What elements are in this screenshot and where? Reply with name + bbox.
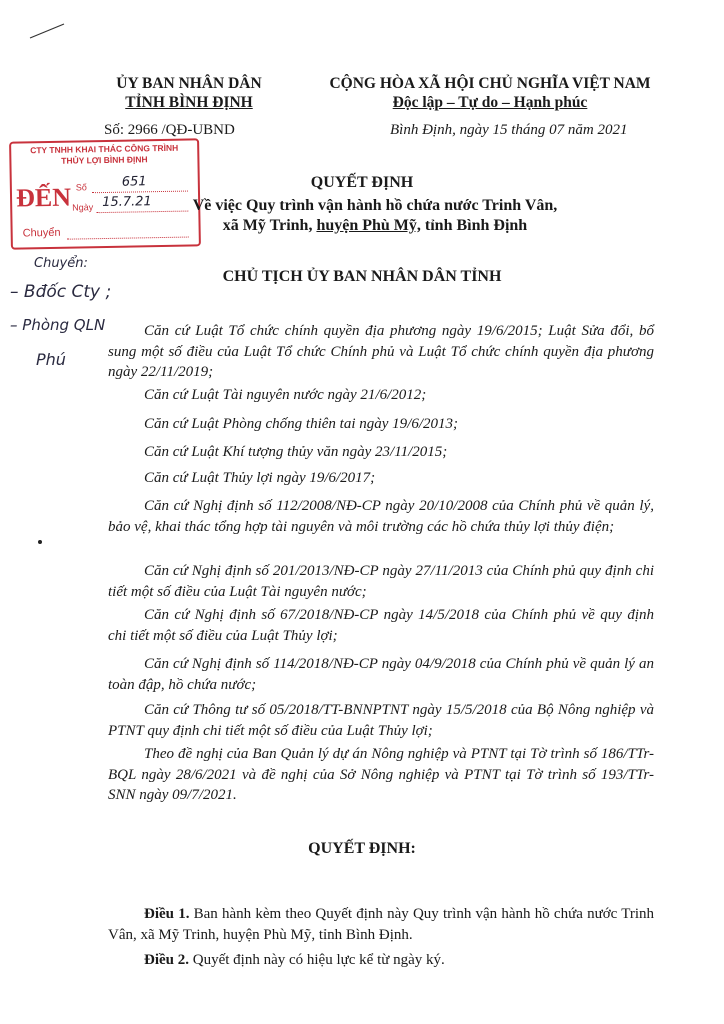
article-text: Quyết định này có hiệu lực kể từ ngày ký. xyxy=(189,952,445,968)
agency-header xyxy=(84,74,294,112)
stamp-org-line1: CTY TNHH KHAI THÁC CÔNG TRÌNH xyxy=(30,142,179,156)
handwritten-note: – Phòng QLN xyxy=(10,316,106,334)
stamp-org-line2: THỦY LỢI BÌNH ĐỊNH xyxy=(61,154,148,166)
stamp-so-label: Số xyxy=(75,182,87,193)
legal-basis: Căn cứ Nghị định số 112/2008/NĐ-CP ngày 20/10/2008 của Chính phủ về quản lý, bảo vệ, khai thác tổng hợp tài nguyên và môi trường các hồ chứa thủy lợi thủy điện; xyxy=(108,498,654,535)
stamp-ngay-label: Ngày xyxy=(72,202,94,213)
document-number: Số: 2966 /QĐ-UBND xyxy=(104,122,235,138)
stamp-chuyen-label: Chuyển xyxy=(22,226,61,240)
subject-line2 xyxy=(150,216,600,236)
place-date: Bình Định, ngày 15 tháng 07 năm 2021 xyxy=(390,122,628,138)
nation-header xyxy=(310,74,670,112)
legal-basis: Căn cứ Luật Thủy lợi ngày 19/6/2017; xyxy=(144,470,376,486)
handwritten-note: Phú xyxy=(36,350,66,369)
subject-line1: Về việc Quy trình vận hành hồ chứa nước Trinh Vân, xyxy=(192,197,558,214)
article-2 xyxy=(108,950,654,971)
document-title: QUYẾT ĐỊNH xyxy=(310,174,414,191)
agency-line2: TỈNH BÌNH ĐỊNH xyxy=(125,94,253,111)
handwritten-note: – Bđốc Cty ; xyxy=(10,282,112,302)
legal-basis: Căn cứ Luật Khí tượng thủy văn ngày 23/11/2015; xyxy=(144,444,448,460)
legal-basis: Căn cứ Luật Tài nguyên nước ngày 21/6/2012; xyxy=(144,387,427,403)
legal-basis: Căn cứ Nghị định số 201/2013/NĐ-CP ngày 27/11/2013 của Chính phủ quy định chi tiết một số điều của Luật Tài nguyên nước; xyxy=(108,563,654,600)
subject-part: tỉnh Bình Định xyxy=(420,217,528,234)
handwritten-note: Chuyển: xyxy=(34,256,88,271)
subject-part-underlined: huyện Phù Mỹ, xyxy=(316,217,421,234)
nation-line1: CỘNG HÒA XÃ HỘI CHỦ NGHĨA VIỆT NAM xyxy=(329,75,651,92)
legal-basis: Theo đề nghị của Ban Quản lý dự án Nông nghiệp và PTNT tại Tờ trình số 186/TTr-BQL ngày 28/6/2021 và đề nghị của Sở Nông nghiệp và PTNT tại Tờ trình số 193/TTr-SNN ngày 09/7/2021. xyxy=(108,746,654,803)
article-label: Điều 2. xyxy=(144,952,189,968)
legal-basis: Căn cứ Luật Tổ chức chính quyền địa phương ngày 19/6/2015; Luật Sửa đổi, bổ sung một số điều của Luật Tổ chức Chính phủ và Luật Tổ chức chính quyền địa phương ngày 22/11/2019; xyxy=(108,323,654,380)
article-1 xyxy=(108,904,654,945)
legal-basis: Căn cứ Luật Phòng chống thiên tai ngày 19/6/2013; xyxy=(144,416,458,432)
subject-part: xã Mỹ Trinh, xyxy=(222,217,317,234)
nation-motto: Độc lập – Tự do – Hạnh phúc xyxy=(392,94,588,111)
stamp-den: ĐẾN xyxy=(15,182,72,213)
scan-speck xyxy=(38,540,42,544)
scan-mark xyxy=(28,20,68,44)
legal-basis: Căn cứ Nghị định số 67/2018/NĐ-CP ngày 14/5/2018 của Chính phủ về quy định chi tiết một số điều của Luật Thủy lợi; xyxy=(108,607,654,644)
document-subject xyxy=(150,196,600,236)
stamp-org xyxy=(19,143,189,168)
article-text: Ban hành kèm theo Quyết định này Quy trình vận hành hồ chứa nước Trinh Vân, xã Mỹ Trinh, huyện Phù Mỹ, tỉnh Bình Định. xyxy=(108,906,655,943)
agency-line1: ỦY BAN NHÂN DÂN xyxy=(116,75,262,92)
article-label: Điều 1. xyxy=(144,906,190,922)
legal-basis: Căn cứ Nghị định số 114/2018/NĐ-CP ngày 04/9/2018 của Chính phủ về quản lý an toàn đập, hồ chứa nước; xyxy=(108,656,654,693)
stamp-so-value: 651 xyxy=(121,174,147,190)
decision-heading: QUYẾT ĐỊNH: xyxy=(308,840,416,857)
stamp-ngay-value: 15.7.21 xyxy=(102,194,152,211)
stamp-dotline xyxy=(67,237,189,240)
legal-basis: Căn cứ Thông tư số 05/2018/TT-BNNPTNT ngày 15/5/2018 của Bộ Nông nghiệp và PTNT quy định chi tiết một số điều của Luật Thủy lợi; xyxy=(108,702,654,739)
authority-heading: CHỦ TỊCH ỦY BAN NHÂN DÂN TỈNH xyxy=(222,268,502,285)
